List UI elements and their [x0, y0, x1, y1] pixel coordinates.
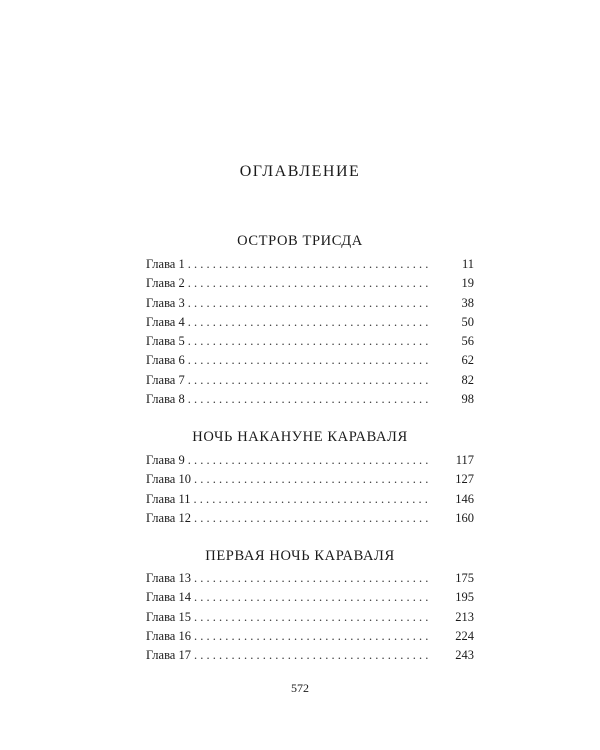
toc-entry[interactable]: [146, 490, 474, 509]
toc-entry[interactable]: [146, 627, 474, 646]
toc-entry-page: 82: [461, 372, 474, 387]
dot-leader: [194, 646, 430, 665]
toc-entry-page: 160: [455, 510, 474, 525]
toc-entry[interactable]: [146, 390, 474, 409]
dot-leader: [194, 588, 430, 607]
dot-leader: [194, 470, 430, 489]
toc-entry-label: Глава 6: [146, 353, 185, 368]
toc-entry-page: 62: [461, 353, 474, 368]
dot-leader: [194, 608, 430, 627]
dot-leader: [194, 490, 430, 509]
toc-entry-label: Глава 11: [146, 491, 191, 506]
toc-entry[interactable]: [146, 569, 474, 588]
page-number: 572: [291, 681, 309, 695]
toc-entry-label: Глава 15: [146, 609, 191, 624]
toc-entry[interactable]: [146, 274, 474, 293]
dot-leader: [188, 390, 430, 409]
toc-entry[interactable]: [146, 646, 474, 665]
toc-entry-page: 38: [461, 295, 474, 310]
toc-entry-page: 146: [455, 491, 474, 506]
toc-entry[interactable]: [146, 451, 474, 470]
toc-entry-label: Глава 1: [146, 257, 185, 271]
toc-entry-page: 117: [455, 453, 474, 467]
toc-entry-page: 213: [455, 609, 474, 624]
section-title: ПЕРВАЯ НОЧЬ КАРАВАЛЯ: [205, 548, 395, 564]
toc-entry-label: Глава 13: [146, 571, 191, 585]
section-title: НОЧЬ НАКАНУНЕ КАРАВАЛЯ: [192, 429, 408, 445]
toc-entry[interactable]: [146, 255, 474, 274]
dot-leader: [188, 313, 430, 332]
toc-entry-label: Глава 12: [146, 510, 191, 525]
toc-entry-page: 50: [461, 314, 474, 329]
toc-entry-label: Глава 7: [146, 372, 185, 387]
toc-entry-label: Глава 9: [146, 453, 185, 467]
toc-entry-label: Глава 5: [146, 334, 185, 349]
dot-leader: [194, 509, 430, 528]
toc-entry-label: Глава 17: [146, 648, 191, 663]
toc-entry[interactable]: [146, 470, 474, 489]
toc-entry-label: Глава 10: [146, 472, 191, 487]
toc-entry-page: 243: [455, 648, 474, 663]
toc-entry-page: 98: [461, 392, 474, 407]
toc-entry-page: 19: [461, 276, 474, 291]
toc-entry-page: 11: [461, 257, 474, 271]
toc-entry[interactable]: [146, 332, 474, 351]
dot-leader: [188, 332, 430, 351]
toc-section-list: [146, 451, 474, 528]
dot-leader: [194, 569, 430, 588]
section-title: ОСТРОВ ТРИСДА: [237, 233, 363, 249]
dot-leader: [188, 351, 430, 370]
dot-leader: [188, 371, 430, 390]
toc-entry-label: Глава 2: [146, 276, 185, 291]
toc-entry[interactable]: [146, 351, 474, 370]
toc-entry-page: 195: [455, 590, 474, 605]
dot-leader: [188, 294, 430, 313]
toc-section-list: [146, 255, 474, 409]
dot-leader: [188, 255, 430, 274]
dot-leader: [194, 627, 430, 646]
toc-entry-label: Глава 8: [146, 392, 185, 407]
toc-entry-page: 175: [455, 571, 474, 585]
toc-entry[interactable]: [146, 509, 474, 528]
toc-entry-label: Глава 4: [146, 314, 185, 329]
toc-entry-label: Глава 14: [146, 590, 191, 605]
toc-entry[interactable]: [146, 313, 474, 332]
dot-leader: [188, 274, 430, 293]
toc-entry-page: 224: [455, 628, 474, 643]
toc-section-list: [146, 569, 474, 665]
page-title: ОГЛАВЛЕНИЕ: [239, 163, 361, 180]
toc-entry[interactable]: [146, 588, 474, 607]
toc-entry[interactable]: [146, 371, 474, 390]
toc-entry-label: Глава 16: [146, 628, 191, 643]
toc-entry-page: 56: [461, 334, 474, 349]
toc-entry-label: Глава 3: [146, 295, 185, 310]
toc-entry-page: 127: [455, 472, 474, 487]
toc-entry[interactable]: [146, 294, 474, 313]
toc-entry[interactable]: [146, 608, 474, 627]
dot-leader: [188, 451, 430, 470]
